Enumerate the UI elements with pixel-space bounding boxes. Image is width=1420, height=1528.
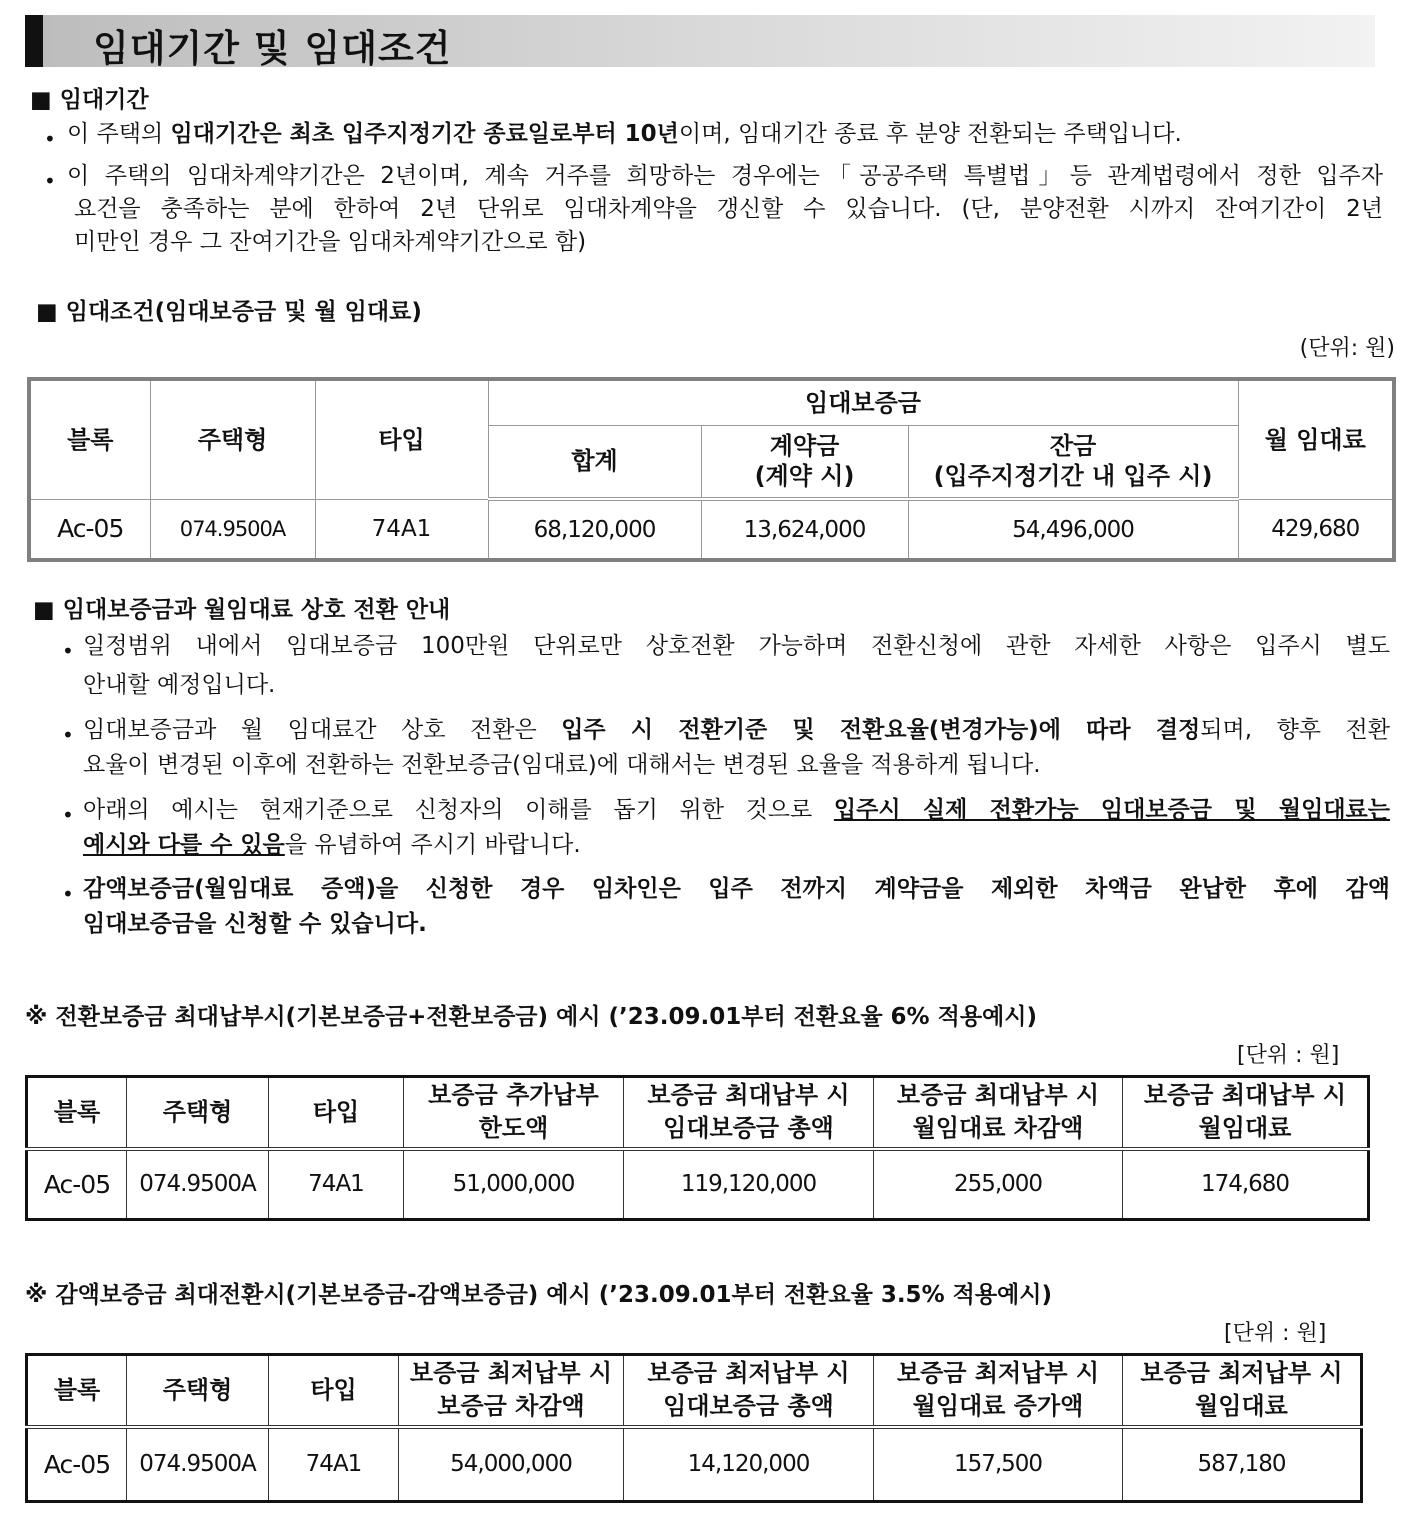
column-header: [404, 1077, 624, 1149]
header-line: 보증금 추가납부: [428, 1081, 599, 1110]
column-header: [127, 1077, 269, 1149]
column-header: [874, 1355, 1123, 1427]
bullet: •: [62, 803, 74, 827]
column-header: [399, 1355, 624, 1427]
header-line: 월임대료 차감액: [912, 1114, 1084, 1143]
bold-text: 임대기간은 최초 입주지정기간 종료일로부터 10년: [170, 121, 679, 147]
example2-heading: ※ 감액보증금 최대전환시(기본보증금-감액보증금) 예시 (’23.09.01부터 전환요율 3.5% 적용예시): [25, 1282, 1053, 1308]
conversion-bullet-3-line1: [83, 794, 1390, 827]
conversion-bullet-3-line2: [83, 829, 1390, 862]
header-line: 보증금 최대납부 시: [1143, 1081, 1347, 1110]
table-cell: 074.9500A: [127, 1149, 269, 1220]
text: 이며, 임대기간 종료 후 분양 전환되는 주택입니다.: [678, 121, 1182, 147]
bullet: •: [44, 127, 56, 151]
table-cell: Ac-05: [27, 1427, 127, 1502]
header-block: 블록: [29, 379, 150, 499]
conversion-bullet-4-line2: 임대보증금을 신청할 수 있습니다.: [83, 911, 427, 937]
header-balance-sub: (입주지정기간 내 입주 시): [933, 462, 1213, 491]
table-cell: Ac-05: [27, 1149, 127, 1220]
unit-label: [단위 : 원]: [1237, 1043, 1340, 1068]
table-row: [27, 1149, 1369, 1220]
table-cell: 255,000: [874, 1149, 1123, 1220]
header-row: [27, 1077, 1369, 1149]
cell-type: 74A1: [315, 499, 488, 560]
cell-block: Ac-05: [29, 499, 150, 560]
header-line: 임대보증금 총액: [663, 1114, 834, 1143]
header-balance: [908, 425, 1238, 499]
table-cell: 51,000,000: [404, 1149, 624, 1220]
underlined-text: 예시와 다를 수 있음: [83, 832, 285, 858]
column-header: [624, 1077, 874, 1149]
example2-table: [25, 1353, 1363, 1503]
cell-contract: 13,624,000: [701, 499, 908, 560]
header-line: 보증금 최대납부 시: [647, 1081, 850, 1110]
conversion-bullet-1-line2: 안내할 예정입니다.: [83, 672, 276, 698]
column-header: [624, 1355, 874, 1427]
table-cell: 174,680: [1123, 1149, 1369, 1220]
table-cell: 587,180: [1123, 1427, 1362, 1502]
header-line: 보증금 차감액: [437, 1392, 585, 1421]
header-line: 보증금 최저납부 시: [1140, 1359, 1343, 1388]
bullet: •: [62, 639, 74, 663]
header-house-type: 주택형: [150, 379, 315, 499]
header-line: 임대보증금 총액: [663, 1392, 834, 1421]
cell-rent: 429,680: [1238, 499, 1394, 560]
header-line: 보증금 최대납부 시: [896, 1081, 1100, 1110]
header-type: 타입: [315, 379, 488, 499]
header-row: [27, 1355, 1362, 1427]
header-line: 주택형: [162, 1097, 233, 1126]
lease-terms-table: [27, 377, 1396, 562]
example1-heading: ※ 전환보증금 최대납부시(기본보증금+전환보증금) 예시 (’23.09.01부터 전환요율 6% 적용예시): [25, 1004, 1037, 1030]
table-cell: 74A1: [269, 1427, 399, 1502]
unit-label: [단위 : 원]: [1224, 1321, 1327, 1346]
text: 아래의 예시는 현재기준으로 신청자의 이해를 돕기 위한 것으로: [83, 797, 834, 823]
header-line: 블록: [53, 1375, 101, 1404]
table-cell: 14,120,000: [624, 1427, 874, 1502]
header-line: 보증금 최저납부 시: [896, 1359, 1100, 1388]
column-header: [1123, 1077, 1369, 1149]
header-total: 합계: [488, 425, 701, 499]
header-line: 월임대료: [1198, 1114, 1292, 1143]
column-header: [27, 1077, 127, 1149]
table-row: [27, 1427, 1362, 1502]
table-cell: 119,120,000: [624, 1149, 874, 1220]
bullet: •: [62, 882, 74, 906]
page-title-bar: [25, 15, 1375, 70]
section-heading-lease-period: ■ 임대기간: [30, 87, 149, 113]
text: 이 주택의: [67, 121, 171, 147]
header-line: 한도액: [478, 1114, 549, 1143]
bold-text: 입주 시 전환기준 및 전환요율(변경가능)에 따라 결정: [561, 717, 1201, 743]
lease-period-bullet-2-line2: 요건을 충족하는 분에 한하여 2년 단위로 임대차계약을 갱신할 수 있습니다. (단, 분양전환 시까지 잔여기간이 2년: [74, 196, 1383, 222]
conversion-bullet-2-line1: [83, 714, 1390, 747]
bullet: •: [44, 169, 56, 193]
conversion-bullet-1-line1: 일정범위 내에서 임대보증금 100만원 단위로만 상호전환 가능하며 전환신청에 관한 자세한 사항은 입주시 별도: [83, 633, 1390, 659]
column-header: [1123, 1355, 1362, 1427]
header-contract-sub: (계약 시): [754, 462, 855, 491]
conversion-bullet-2-line2: 요율이 변경된 이후에 전환하는 전환보증금(임대료)에 대해서는 변경된 요율을 적용하게 됩니다.: [83, 752, 1041, 778]
header-line: 타입: [310, 1375, 357, 1404]
text: 되며, 향후 전환: [1200, 717, 1390, 743]
lease-period-bullet-2-line3: 미만인 경우 그 잔여기간을 임대차계약기간으로 함): [74, 229, 587, 255]
header-line: 블록: [53, 1097, 101, 1126]
column-header: [269, 1355, 399, 1427]
table-cell: 074.9500A: [127, 1427, 269, 1502]
unit-label: (단위: 원): [1299, 336, 1395, 361]
text: 임대보증금과 월 임대료간 상호 전환은: [83, 717, 562, 743]
lease-period-bullet-2-line1: 이 주택의 임대차계약기간은 2년이며, 계속 거주를 희망하는 경우에는「공공주택 특별법」등 관계법령에서 정한 입주자: [67, 163, 1383, 189]
lease-period-bullet-1: [67, 118, 1387, 151]
conversion-bullet-4-line1: 감액보증금(월임대료 증액)을 신청한 경우 임차인은 입주 전까지 계약금을 제외한 차액금 완납한 후에 감액: [83, 876, 1390, 902]
header-line: 월임대료 증가액: [912, 1392, 1084, 1421]
header-deposit: 임대보증금: [488, 379, 1238, 425]
table-cell: 74A1: [269, 1149, 404, 1220]
header-contract: [701, 425, 908, 499]
section-heading-lease-terms: ■ 임대조건(임대보증금 및 월 임대료): [36, 299, 422, 325]
text: 을 유념하여 주시기 바랍니다.: [284, 832, 581, 858]
example1-table: [25, 1075, 1370, 1221]
cell-balance: 54,496,000: [908, 499, 1238, 560]
underlined-text: 입주시 실제 전환가능 임대보증금 및 월임대료는: [833, 797, 1390, 823]
column-header: [874, 1077, 1123, 1149]
header-line: 주택형: [162, 1375, 233, 1404]
header-line: 보증금 최저납부 시: [647, 1359, 850, 1388]
column-header: [269, 1077, 404, 1149]
column-header: [27, 1355, 127, 1427]
header-line: 보증금 최저납부 시: [409, 1359, 613, 1388]
table-cell: 157,500: [874, 1427, 1123, 1502]
column-header: [127, 1355, 269, 1427]
cell-total: 68,120,000: [488, 499, 701, 560]
header-balance-label: 잔금: [1049, 432, 1097, 461]
header-contract-label: 계약금: [769, 432, 840, 461]
header-line: 월임대료: [1195, 1392, 1288, 1421]
header-monthly-rent: 월 임대료: [1238, 379, 1394, 499]
table-row: [29, 499, 1394, 560]
header-line: 타입: [312, 1097, 360, 1126]
table-cell: 54,000,000: [399, 1427, 624, 1502]
bullet: •: [62, 723, 74, 747]
cell-house-type: 074.9500A: [150, 499, 315, 560]
page-title: 임대기간 및 임대조건: [93, 27, 452, 70]
section-heading-conversion: ■ 임대보증금과 월임대료 상호 전환 안내: [33, 597, 451, 623]
